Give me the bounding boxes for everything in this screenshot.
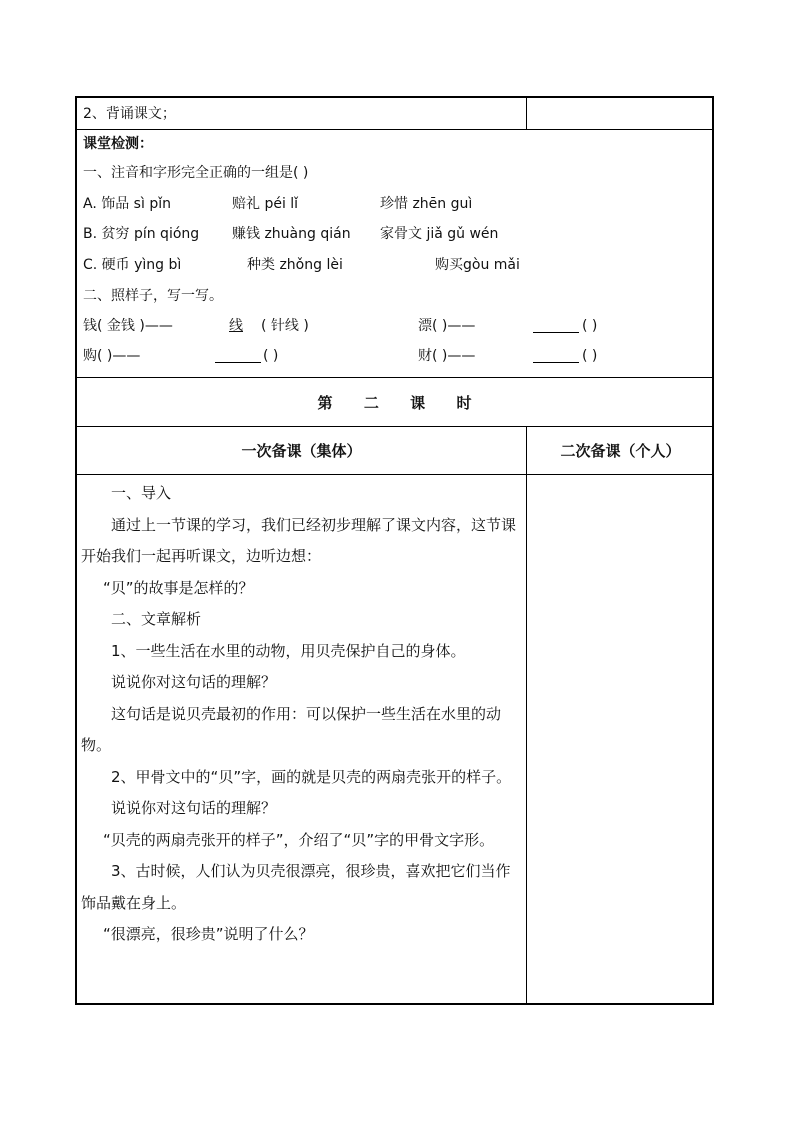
row-divider <box>77 474 712 475</box>
exercise-2b-paren: ( ) <box>582 348 598 364</box>
lesson-content <box>81 478 521 951</box>
column-divider <box>526 98 527 129</box>
paragraph: 2、甲骨文中的“贝”字，画的就是贝壳的两扇壳张开的样子。 <box>111 767 512 786</box>
lesson-plan-table <box>75 96 714 1005</box>
answer-blank[interactable] <box>533 318 579 333</box>
option-a-1: A. 饰品 sì pǐn <box>83 196 171 212</box>
option-c-3: 购买gòu mǎi <box>435 257 520 273</box>
exercise-2-left: 购( )—— <box>83 348 141 364</box>
paragraph: 说说你对这句话的理解？ <box>111 799 277 817</box>
personal-prep-header: 二次备课（个人） <box>560 442 681 460</box>
paragraph: “很漂亮，很珍贵”说明了什么？ <box>103 925 314 943</box>
paragraph: “贝壳的两扇壳张开的样子”，介绍了“贝”字的甲骨文字形。 <box>103 830 495 849</box>
collective-prep-header: 一次备课（集体） <box>241 442 362 460</box>
option-a-3: 珍惜 zhēn guì <box>380 196 473 212</box>
exercise-1b-paren: ( ) <box>582 318 598 334</box>
paragraph: 通过上一节课的学习，我们已经初步理解了课文内容，这节课开始我们一起再听课文，边听边想： <box>81 515 517 565</box>
column-divider <box>526 426 527 1005</box>
paragraph: 3、古时候，人们认为贝壳很漂亮，很珍贵，喜欢把它们当作饰品戴在身上。 <box>81 862 511 912</box>
row-divider <box>77 426 712 427</box>
top-row-text: 2、背诵课文； <box>83 106 176 122</box>
paragraph: 1、一些生活在水里的动物，用贝壳保护自己的身体。 <box>111 641 466 660</box>
option-b-3: 家骨文 jiǎ gǔ wén <box>380 226 499 242</box>
option-b-2: 赚钱 zhuàng qián <box>232 226 351 242</box>
option-c-2: 种类 zhǒng lèi <box>247 257 343 273</box>
answer-blank[interactable] <box>533 348 579 363</box>
paragraph: 这句话是说贝壳最初的作用：可以保护一些生活在水里的动物。 <box>81 704 502 754</box>
exercise-2b-left: 财( )—— <box>418 348 476 364</box>
question-1: 一、注音和字形完全正确的一组是( ) <box>83 165 309 181</box>
option-b-1: B. 贫穷 pín qióng <box>83 226 200 242</box>
section-heading: 一、导入 <box>111 484 172 502</box>
question-2: 二、照样子，写一写。 <box>83 288 223 304</box>
paragraph: 说说你对这句话的理解？ <box>111 673 277 691</box>
row-divider <box>77 377 712 378</box>
exercise-1-left: 钱( 金钱 )—— <box>83 318 173 334</box>
exercise-1b-left: 漂( )—— <box>418 318 476 334</box>
lesson-title: 第 二 课 时 <box>317 394 472 412</box>
exercise-1-right: ( 针线 ) <box>261 318 309 334</box>
option-c-1: C. 硬币 yìng bì <box>83 257 182 273</box>
section-heading: 二、文章解析 <box>111 610 202 628</box>
exercise-2-paren: ( ) <box>263 348 279 364</box>
row-divider <box>77 129 712 130</box>
answer-blank[interactable] <box>215 348 261 363</box>
paragraph: “贝”的故事是怎样的？ <box>103 578 254 597</box>
quiz-heading: 课堂检测： <box>83 136 153 152</box>
exercise-1-example: 线 <box>229 318 243 334</box>
option-a-2: 赔礼 péi lǐ <box>232 196 299 212</box>
